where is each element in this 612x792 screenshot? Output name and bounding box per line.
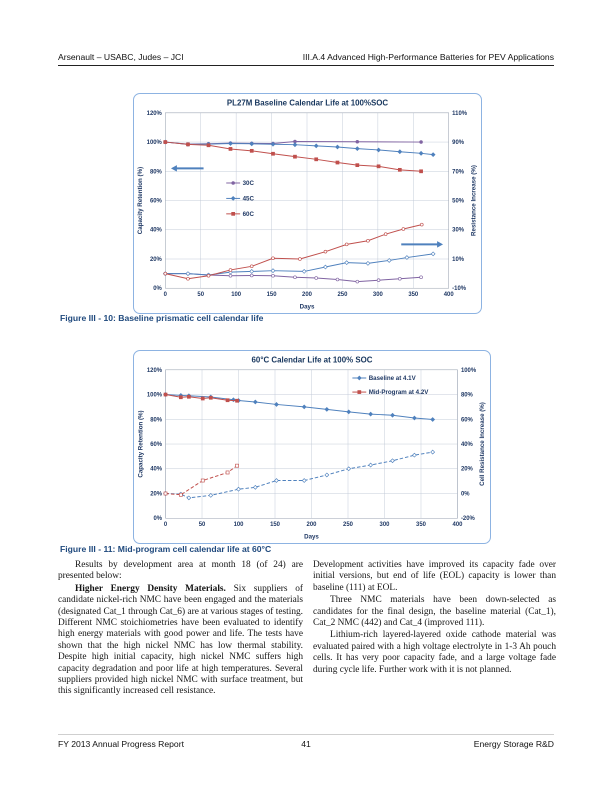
svg-text:200: 200 (302, 292, 312, 299)
svg-text:PL27M Baseline Calendar Life a: PL27M Baseline Calendar Life at 100%SOC (226, 98, 389, 108)
page-header (58, 52, 554, 66)
footer-org: Energy Storage R&D (473, 739, 554, 749)
svg-text:30C: 30C (242, 179, 254, 187)
svg-text:0: 0 (163, 292, 167, 299)
svg-text:40%: 40% (460, 442, 473, 449)
svg-text:40%: 40% (150, 466, 163, 473)
svg-text:20%: 20% (460, 466, 473, 473)
svg-text:Cell Resistance Increase (%): Cell Resistance Increase (%) (479, 402, 487, 486)
svg-text:20%: 20% (149, 256, 162, 263)
svg-text:400: 400 (452, 522, 463, 529)
svg-text:0%: 0% (153, 286, 162, 293)
svg-text:Days: Days (304, 533, 319, 541)
svg-text:Resistance Increase (%): Resistance Increase (%) (470, 165, 478, 236)
svg-text:-20%: -20% (460, 516, 475, 523)
paragraph-lithium-rich: Lithium-rich layered-layered oxide cathode material was evaluated paired with a high voltage electrolyte in 1-3 Ah pouch cells. It has very poor capacity fade, and a large voltage fade during cycle life. Further work with it is not planned. (313, 630, 556, 675)
svg-text:50: 50 (198, 522, 206, 529)
svg-text:50%: 50% (452, 198, 465, 205)
svg-text:0: 0 (163, 522, 168, 529)
mid-program-calendar-life-chart (133, 350, 491, 544)
paragraph-down-selected: Three NMC materials have been down-selected as candidates for the final design, the baseline material (Cat_1), Cat_2 NMC (442) and Cat_4 (improved 111). (313, 595, 556, 629)
svg-text:300: 300 (379, 522, 390, 529)
svg-text:400: 400 (443, 292, 454, 299)
svg-text:0%: 0% (153, 516, 163, 523)
svg-text:Capacity Retention (%): Capacity Retention (%) (137, 410, 145, 478)
svg-text:350: 350 (408, 292, 419, 299)
svg-text:10%: 10% (452, 256, 465, 263)
header-author: Arsenault – USABC, Judes – JCI (58, 52, 184, 62)
svg-text:Baseline at 4.1V: Baseline at 4.1V (368, 374, 416, 382)
svg-text:350: 350 (416, 522, 426, 529)
svg-text:80%: 80% (150, 417, 163, 424)
svg-text:100: 100 (231, 292, 242, 299)
body-column-left (58, 560, 303, 699)
svg-text:80%: 80% (460, 392, 473, 399)
paragraph-higher-energy-materials (58, 584, 303, 698)
svg-text:300: 300 (372, 292, 383, 299)
footer-divider (58, 734, 554, 735)
svg-text:45C: 45C (242, 195, 254, 203)
svg-text:250: 250 (343, 522, 353, 529)
svg-text:Capacity Retention (%): Capacity Retention (%) (137, 166, 145, 235)
paragraph-development-activities: Development activities have improved its capacity fade over initial versions, but end of life (EOL) capacity is lower than baseline (111) at EOL. (313, 560, 556, 593)
svg-text:40%: 40% (149, 227, 162, 234)
svg-text:Days: Days (299, 303, 315, 311)
svg-text:100%: 100% (146, 140, 162, 147)
svg-text:80%: 80% (149, 169, 162, 176)
figure-11-caption: Figure III - 11: Mid-program cell calendar life at 60°C (60, 544, 272, 554)
svg-text:Mid-Program at 4.2V: Mid-Program at 4.2V (368, 389, 429, 397)
svg-text:60%: 60% (460, 417, 473, 424)
svg-text:120%: 120% (146, 110, 162, 117)
figure-10-caption: Figure III - 10: Baseline prismatic cell calendar life (60, 313, 264, 323)
svg-text:60C: 60C (242, 210, 254, 218)
svg-text:100: 100 (233, 522, 244, 529)
svg-text:250: 250 (337, 292, 348, 299)
svg-text:60%: 60% (149, 198, 162, 205)
svg-text:30%: 30% (452, 227, 465, 234)
svg-text:200: 200 (306, 522, 317, 529)
svg-text:60°C Calendar Life at 100% SOC: 60°C Calendar Life at 100% SOC (251, 355, 373, 365)
svg-text:100%: 100% (460, 367, 477, 374)
svg-text:120%: 120% (146, 367, 163, 374)
svg-text:0%: 0% (460, 491, 470, 498)
svg-text:60%: 60% (150, 442, 163, 449)
footer-report-title: FY 2013 Annual Progress Report (58, 739, 184, 749)
svg-text:-10%: -10% (452, 286, 467, 293)
svg-text:50: 50 (197, 292, 205, 299)
svg-text:90%: 90% (452, 140, 465, 147)
svg-text:150: 150 (266, 292, 277, 299)
baseline-calendar-life-chart (133, 93, 482, 314)
svg-text:20%: 20% (150, 491, 163, 498)
svg-text:70%: 70% (452, 169, 465, 176)
body-column-right (313, 560, 556, 677)
paragraph-results-intro: Results by development area at month 18 (of 24) are presented below: (58, 560, 303, 582)
svg-text:150: 150 (270, 522, 280, 529)
paragraph-body-text: Six suppliers of candidate nickel-rich NMC have been engaged and the materials (designated Cat_1 through Cat_6) are at various stages of testing. Different NMC stoichiometries have been evaluated to identify high energy materials with good power and life. The tests have shown that the high nickel NMC has low thermal stability. Despite high initial capacity, high nickel NMC suffers high capacity degradation and poor life at high temperatures. Several suppliers provided high nickel NMC with surface treatment, but this significantly increased cell resistance. (58, 583, 303, 697)
svg-text:110%: 110% (452, 110, 468, 117)
paragraph-lead-in: Higher Energy Density Materials. (75, 583, 226, 594)
header-section-title: III.A.4 Advanced High-Performance Batteries for PEV Applications (302, 52, 554, 62)
svg-text:100%: 100% (146, 392, 163, 399)
page-number: 41 (301, 739, 311, 749)
